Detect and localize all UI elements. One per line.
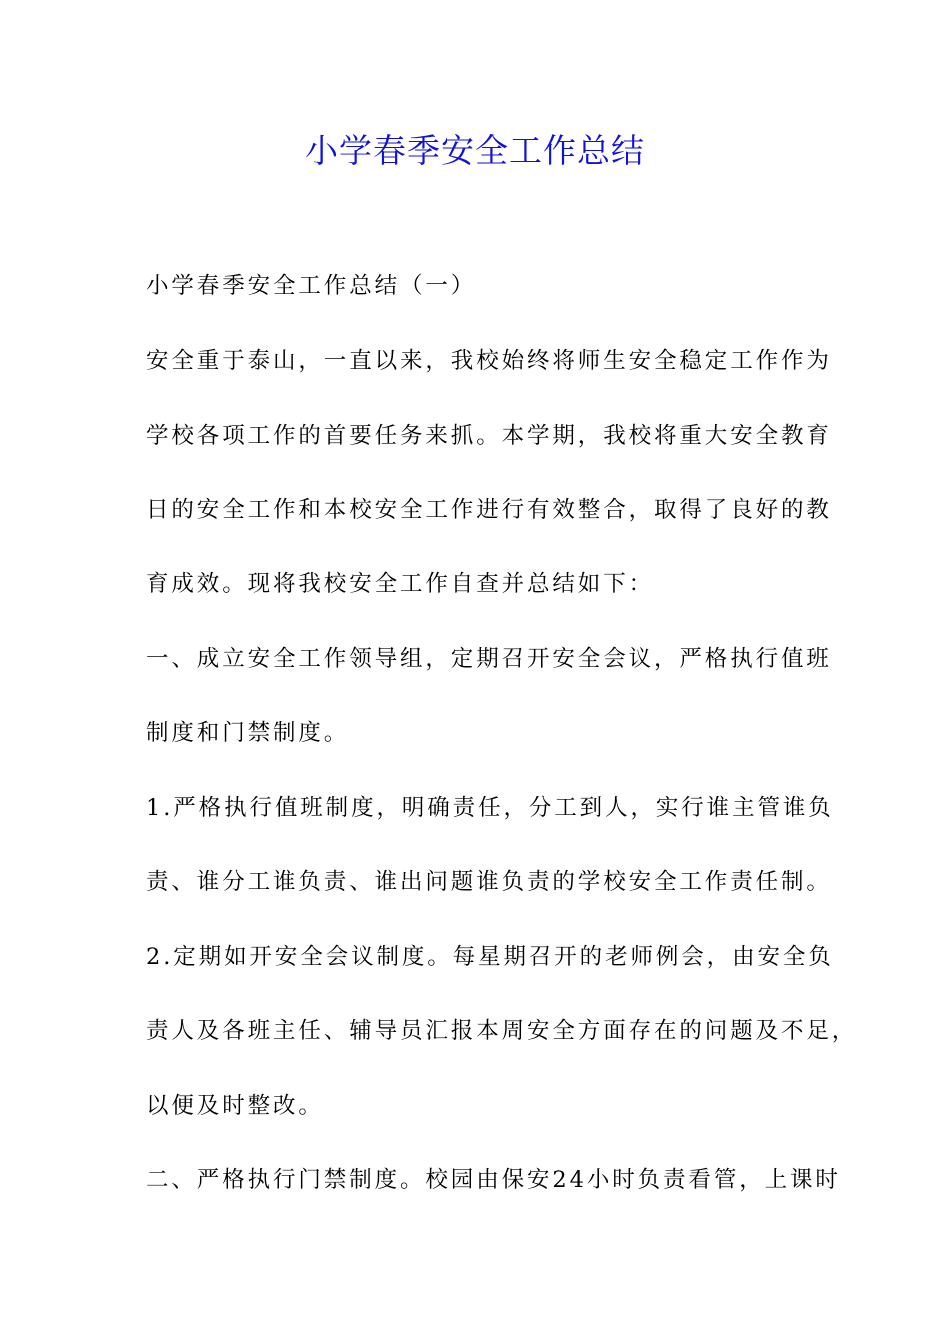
body-text-line: 安全重于泰山，一直以来，我校始终将师生安全稳定工作作为 [146,348,832,374]
body-text-line: 责人及各班主任、辅导员汇报本周安全方面存在的问题及不足， [146,1018,858,1044]
body-text-line: 学校各项工作的首要任务来抓。本学期，我校将重大安全教育 [146,423,832,449]
body-text-line: 二、严格执行门禁制度。校园由保安24小时负责看管，上课时 [146,1167,841,1193]
document-title: 小学春季安全工作总结 [305,131,645,170]
section-heading: 小学春季安全工作总结（一） [146,273,477,299]
body-text-line: 制度和门禁制度。 [146,720,350,746]
body-text-line: 育成效。现将我校安全工作自查并总结如下： [146,571,655,597]
body-text-line: 1.严格执行值班制度，明确责任，分工到人，实行谁主管谁负 [146,795,834,821]
body-text-line: 责、谁分工谁负责、谁出问题谁负责的学校安全工作责任制。 [146,869,832,895]
body-text-line: 日的安全工作和本校安全工作进行有效整合，取得了良好的教 [146,497,832,523]
body-text-line: 以便及时整改。 [146,1093,324,1119]
body-text-line: 一、成立安全工作领导组，定期召开安全会议，严格执行值班 [146,646,832,672]
body-text-line: 2.定期如开安全会议制度。每星期召开的老师例会，由安全负 [146,944,834,970]
